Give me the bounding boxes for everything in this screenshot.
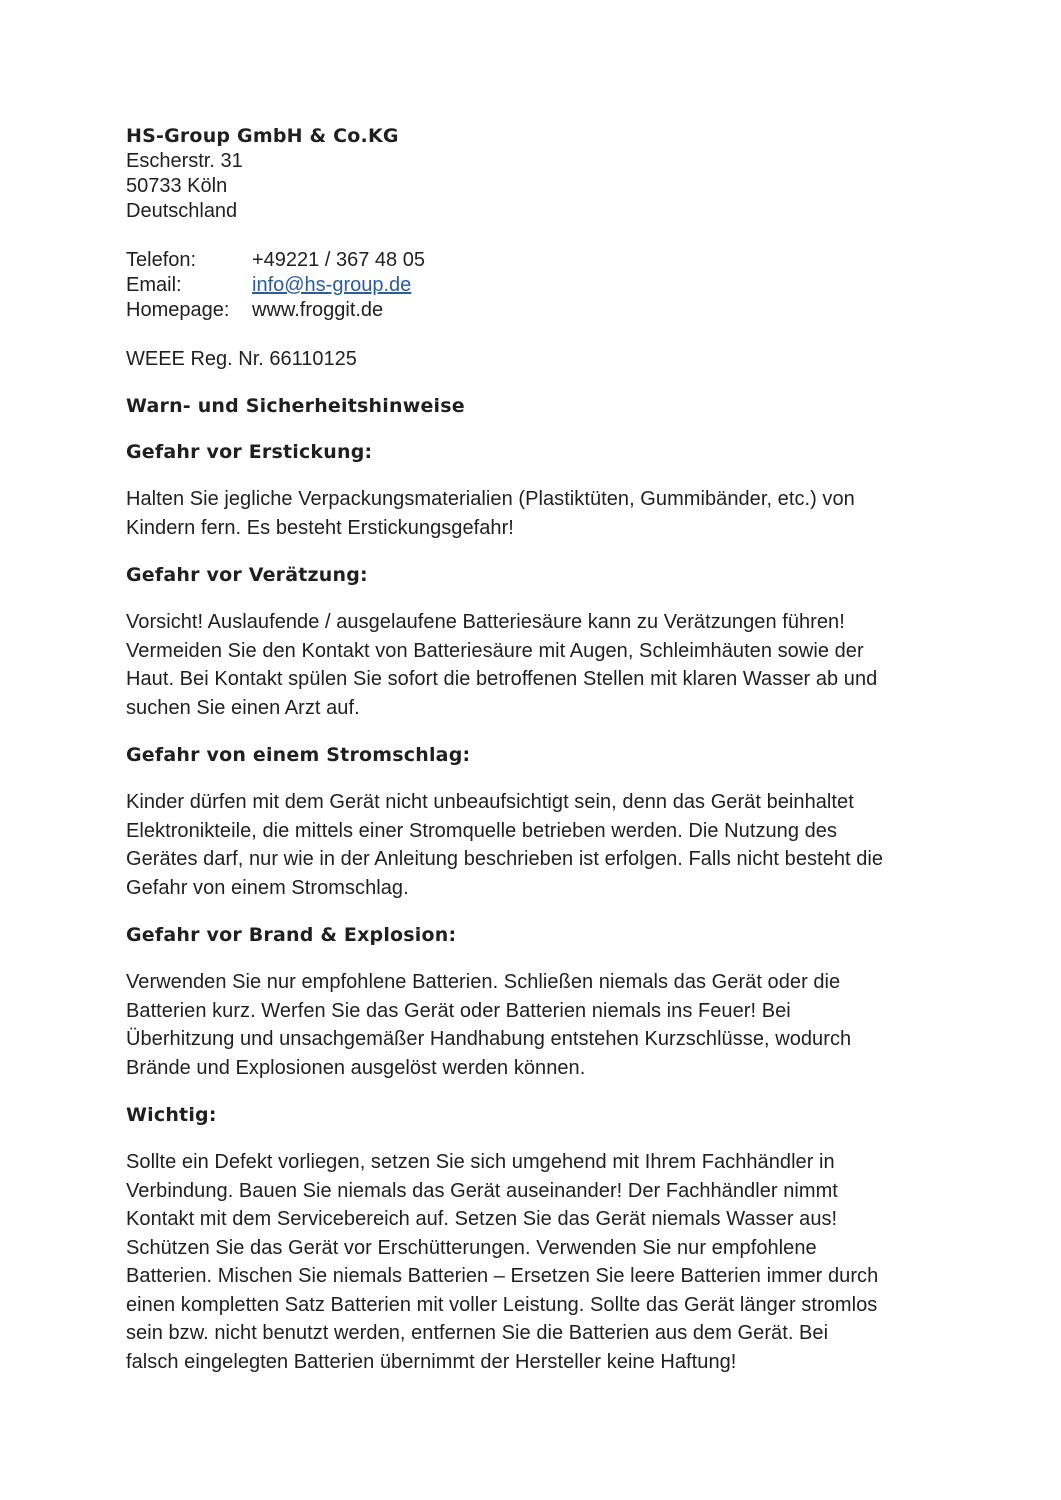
section-important: [126, 1103, 946, 1376]
text-line: Brände und Explosionen ausgelöst werden können.: [126, 1056, 586, 1079]
text-line: Sollte ein Defekt vorliegen, setzen Sie sich umgehend mit Ihrem Fachhändler in: [126, 1151, 835, 1173]
text-line: Elektronikteile, die mittels einer Stromquelle betrieben werden. Die Nutzung des: [126, 819, 838, 842]
address-country: Deutschland: [126, 200, 238, 222]
section-heading: Gefahr von einem Stromschlag:: [126, 744, 471, 766]
section-heading: Wichtig:: [126, 1104, 217, 1126]
text-line: Überhitzung und unsachgemäßer Handhabung entstehen Kurzschlüsse, wodurch: [126, 1028, 852, 1050]
text-line: sein bzw. nicht benutzt werden, entfernen Sie die Batterien aus dem Gerät. Bei: [126, 1322, 829, 1344]
section-heading: Gefahr vor Brand & Explosion:: [126, 924, 457, 946]
section-text: [126, 1148, 946, 1376]
section-text: [126, 788, 946, 902]
section-heading: Gefahr vor Verätzung:: [126, 564, 368, 586]
email-label: Email:: [126, 274, 182, 296]
text-line: Schützen Sie das Gerät vor Erschütterungen. Verwenden Sie nur empfohlene: [126, 1236, 817, 1259]
text-line: einen kompletten Satz Batterien mit voller Leistung. Sollte das Gerät länger stromlos: [126, 1293, 878, 1316]
phone-label: Telefon:: [126, 249, 197, 271]
section-text: [126, 485, 946, 542]
text-line: Batterien. Mischen Sie niemals Batterien – Ersetzen Sie leere Batterien immer durch: [126, 1265, 879, 1287]
text-line: Vermeiden Sie den Kontakt von Batteriesäure mit Augen, Schleimhäuten sowie der: [126, 639, 864, 662]
text-line: Kinder dürfen mit dem Gerät nicht unbeaufsichtigt sein, denn das Gerät beinhaltet: [126, 791, 854, 813]
text-line: Gerätes darf, nur wie in der Anleitung beschrieben ist erfolgen. Falls nicht besteht die: [126, 848, 884, 870]
contact-row-email: [126, 273, 946, 298]
text-line: Kontakt mit dem Servicebereich auf. Setzen Sie das Gerät niemals Wasser aus!: [126, 1208, 838, 1230]
text-line: Batterien kurz. Werfen Sie das Gerät oder Batterien niemals ins Feuer! Bei: [126, 999, 791, 1022]
section-text: [126, 608, 946, 722]
document-page: [126, 124, 946, 1376]
contact-block: [126, 248, 946, 323]
address-street: Escherstr. 31: [126, 150, 243, 172]
homepage-value: www.froggit.de: [252, 299, 384, 321]
text-line: Haut. Bei Kontakt spülen Sie sofort die betroffenen Stellen mit klaren Wasser ab und: [126, 668, 878, 690]
text-line: Halten Sie jegliche Verpackungsmaterialien (Plastiktüten, Gummibänder, etc.) von: [126, 488, 855, 510]
phone-value: +49221 / 367 48 05: [252, 249, 425, 271]
text-line: Gefahr von einem Stromschlag.: [126, 876, 409, 899]
contact-row-phone: [126, 248, 946, 273]
text-line: Vorsicht! Auslaufende / ausgelaufene Batteriesäure kann zu Verätzungen führen!: [126, 611, 845, 633]
text-line: Verwenden Sie nur empfohlene Batterien. Schließen niemals das Gerät oder die: [126, 971, 841, 993]
section-suffocation: [126, 440, 946, 542]
text-line: falsch eingelegten Batterien übernimmt der Hersteller keine Haftung!: [126, 1350, 737, 1373]
email-link[interactable]: info@hs-group.de: [252, 274, 412, 296]
section-chemical-burn: [126, 563, 946, 722]
address-city: 50733 Köln: [126, 175, 228, 197]
text-line: Verbindung. Bauen Sie niemals das Gerät auseinander! Der Fachhändler nimmt: [126, 1179, 838, 1202]
section-heading: Gefahr vor Erstickung:: [126, 441, 373, 463]
weee-registration: WEEE Reg. Nr. 66110125: [126, 348, 357, 370]
section-fire-explosion: [126, 923, 946, 1082]
section-text: [126, 968, 946, 1082]
address-block: [126, 124, 946, 224]
company-name: HS-Group GmbH & Co.KG: [126, 125, 399, 147]
contact-row-homepage: [126, 298, 946, 323]
section-electric-shock: [126, 743, 946, 902]
homepage-label: Homepage:: [126, 299, 230, 321]
text-line: suchen Sie einen Arzt auf.: [126, 696, 360, 719]
text-line: Kindern fern. Es besteht Erstickungsgefahr!: [126, 516, 514, 539]
main-heading: Warn- und Sicherheitshinweise: [126, 395, 465, 417]
